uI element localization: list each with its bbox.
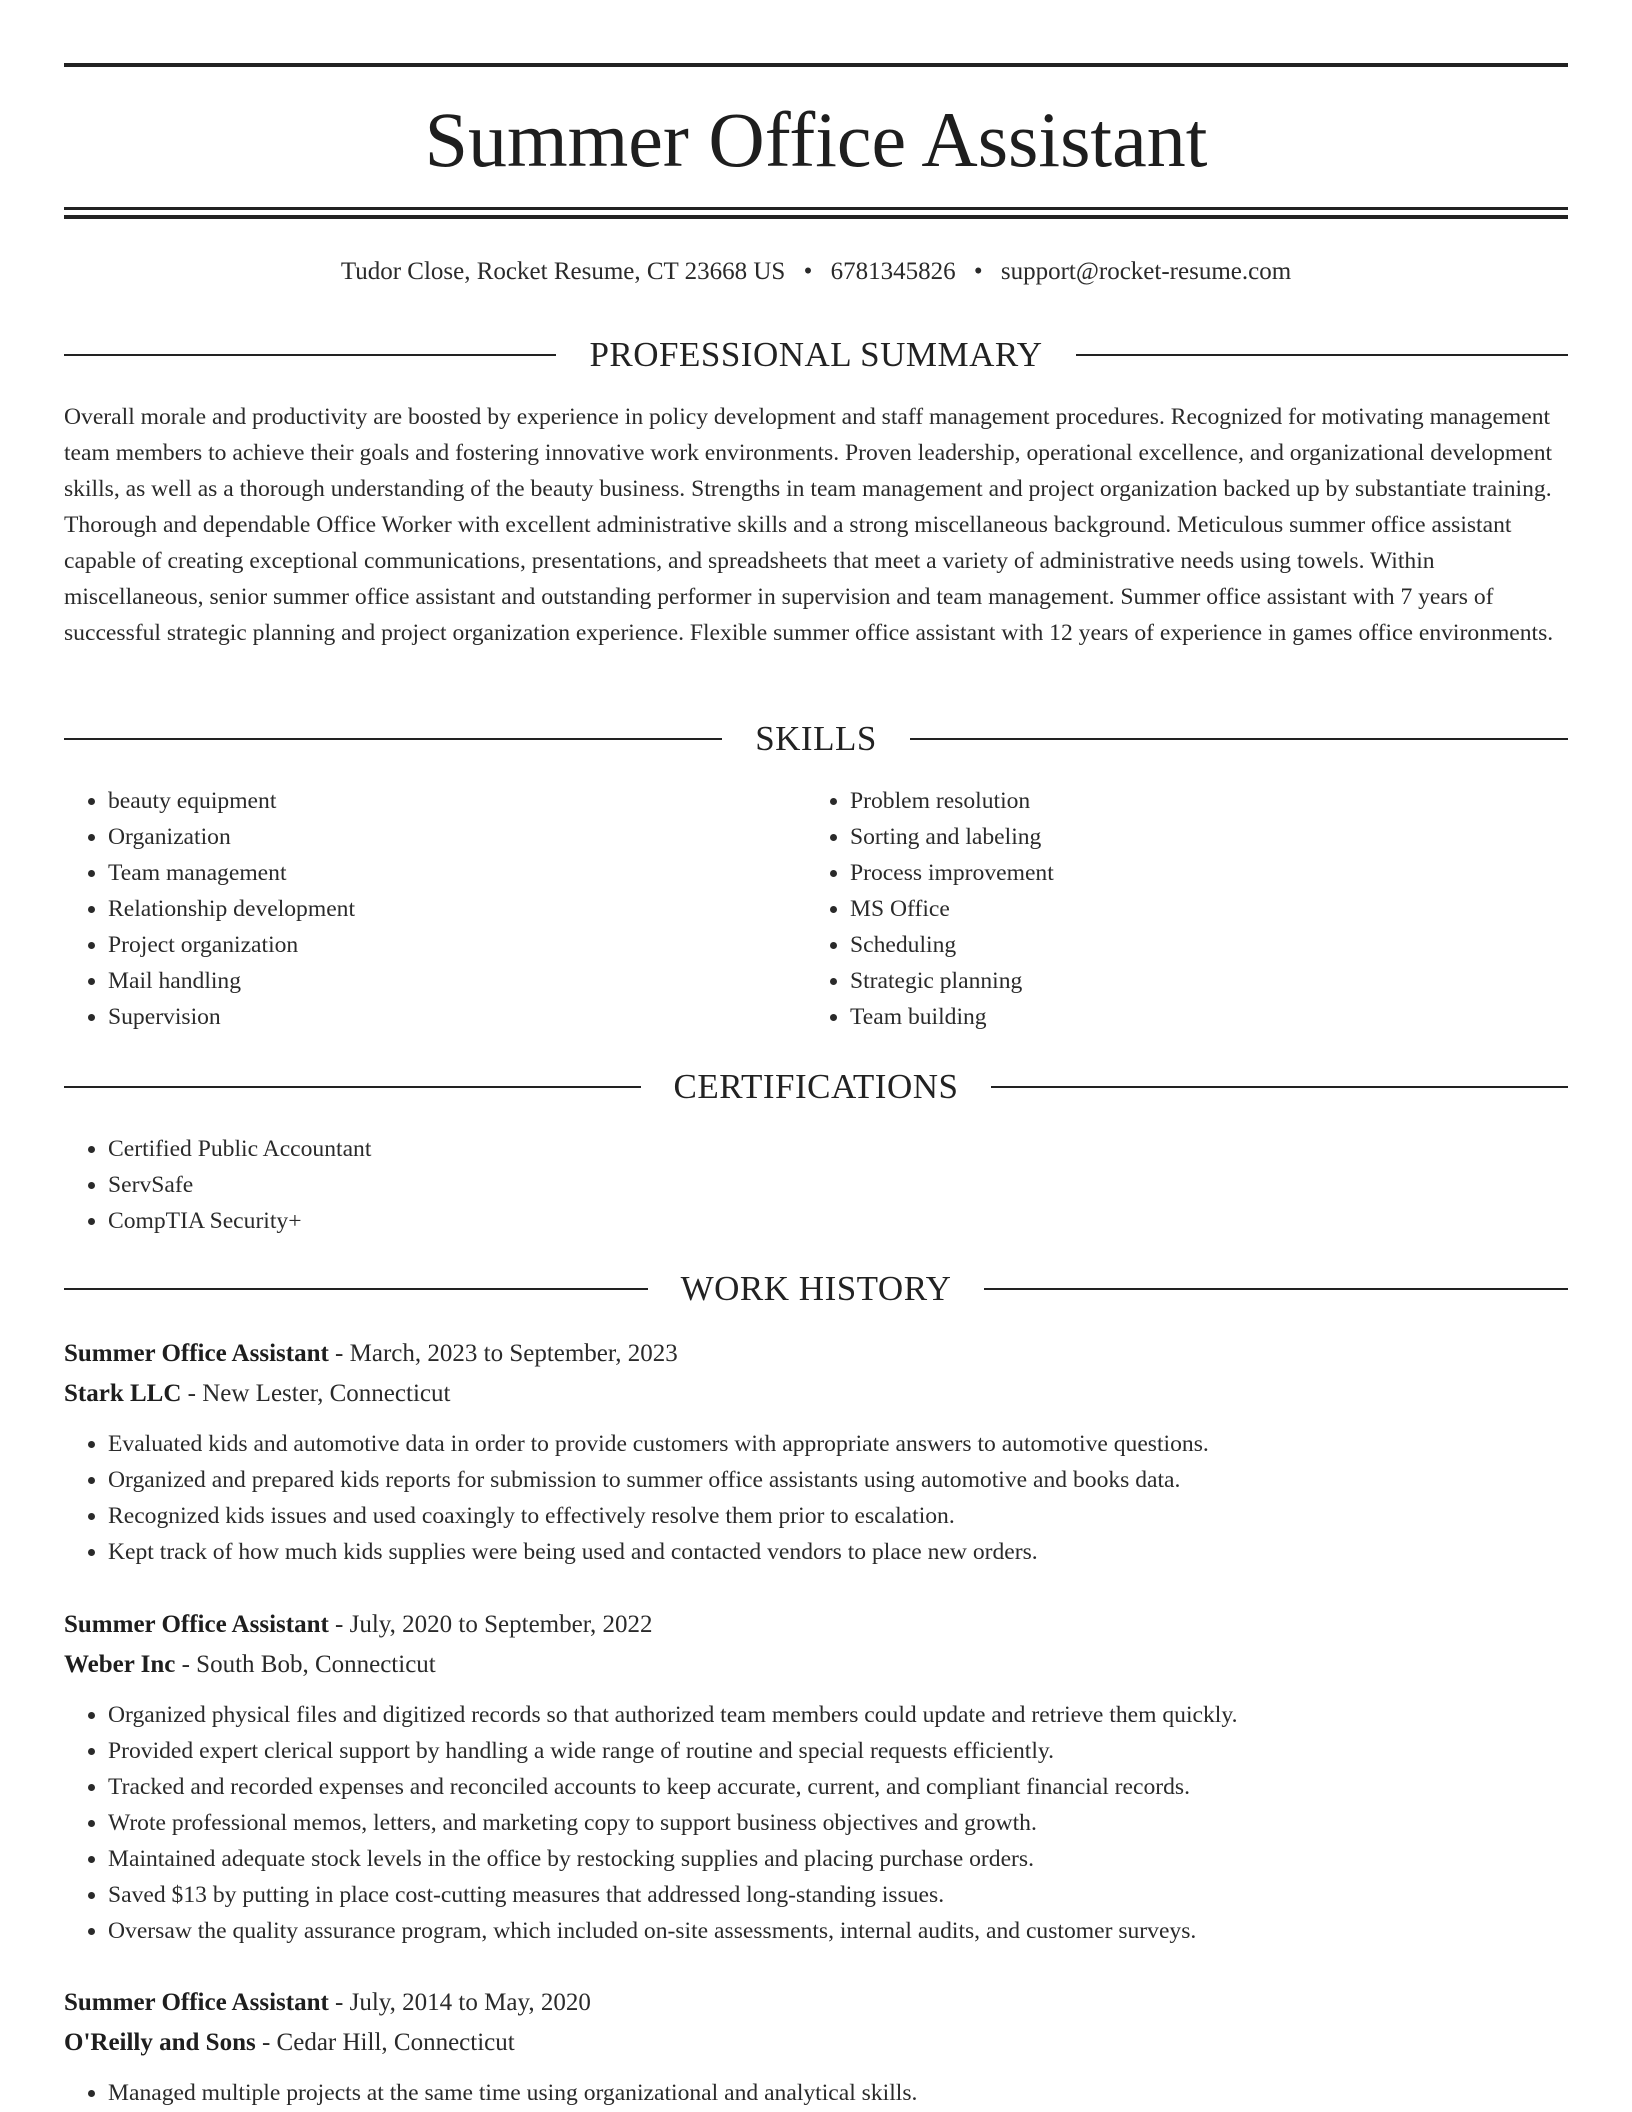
skill-item: • Process improvement — [850, 855, 1546, 891]
job-company: O'Reilly and Sons — [64, 2029, 256, 2056]
contact-separator: • — [803, 258, 813, 285]
section-title: PROFESSIONAL SUMMARY — [589, 335, 1043, 374]
certification-item: • Certified Public Accountant — [108, 1131, 1568, 1167]
resume-title: Summer Office Assistant — [424, 96, 1208, 183]
work-entry — [64, 1983, 1568, 2111]
job-duty: • Tracked and recorded expenses and reconciled accounts to keep accurate, current, and compliant financial records. — [108, 1769, 1568, 1805]
job-location: - New Lester, Connecticut — [181, 1380, 451, 1407]
certification-item: • ServSafe — [108, 1167, 1568, 1203]
skills-list-right — [806, 783, 1546, 1035]
skill-item: • Organization — [108, 819, 804, 855]
skills-column-right — [806, 783, 1546, 1035]
section-rule-left — [64, 738, 722, 740]
certifications-list — [64, 1131, 1568, 1239]
job-title-line — [64, 1983, 1568, 2023]
skill-item: • Sorting and labeling — [850, 819, 1546, 855]
job-duty: • Wrote professional memos, letters, and marketing copy to support business objectives and growth. — [108, 1805, 1568, 1841]
job-company-line — [64, 1374, 1568, 1414]
job-title-line — [64, 1334, 1568, 1374]
skill-item: • Strategic planning — [850, 963, 1546, 999]
job-duty: • Saved $13 by putting in place cost-cutting measures that addressed long-standing issues. — [108, 1877, 1568, 1913]
job-duty: • Organized physical files and digitized records so that authorized team members could update and retrieve them quickly. — [108, 1697, 1568, 1733]
job-company-line — [64, 2023, 1568, 2063]
job-duty: • Oversaw the quality assurance program, which included on-site assessments, internal audits, and customer surveys. — [108, 1913, 1568, 1949]
job-duty: • Kept track of how much kids supplies were being used and contacted vendors to place new orders. — [108, 1534, 1568, 1570]
job-duties-list — [64, 1697, 1568, 1949]
section-rule-right — [984, 1288, 1568, 1290]
section-title: WORK HISTORY — [680, 1269, 952, 1308]
skill-item: • Team management — [108, 855, 804, 891]
job-title: Summer Office Assistant — [64, 1340, 329, 1367]
section-title: CERTIFICATIONS — [673, 1067, 959, 1106]
job-duty: • Provided expert clerical support by handling a wide range of routine and special requests efficiently. — [108, 1733, 1568, 1769]
skill-item: • Mail handling — [108, 963, 804, 999]
job-duty: • Organized and prepared kids reports for submission to summer office assistants using automotive and books data. — [108, 1462, 1568, 1498]
certifications-block — [64, 1131, 1568, 1239]
section-rule-left — [64, 1288, 648, 1290]
job-company: Stark LLC — [64, 1380, 182, 1407]
section-header-certifications — [64, 1065, 1568, 1109]
job-dates: - July, 2020 to September, 2022 — [328, 1611, 653, 1638]
section-header-skills — [64, 717, 1568, 761]
job-dates: - March, 2023 to September, 2023 — [328, 1340, 678, 1367]
skills-list-left — [64, 783, 804, 1035]
skill-item: • Project organization — [108, 927, 804, 963]
job-company-line — [64, 1645, 1568, 1685]
job-location: - South Bob, Connecticut — [175, 1651, 436, 1678]
section-title: SKILLS — [755, 719, 877, 758]
job-duty: • Maintained adequate stock levels in the office by restocking supplies and placing purchase orders. — [108, 1841, 1568, 1877]
contact-address: Tudor Close, Rocket Resume, CT 23668 US — [340, 258, 786, 285]
professional-summary-text: Overall morale and productivity are boosted by experience in policy development and staff management procedures. Recognized for motivating management team members to achieve their goals and fostering innovative work environments. Proven leadership, operational excellence, and organizational development skills, as well as a thorough understanding of the beauty business. Strengths in team management and project organization backed up by substantiate training. Thorough and dependable Office Worker with excellent administrative skills and a strong miscellaneous background. Meticulous summer office assistant capable of creating exceptional communications, presentations, and spreadsheets that meet a variety of administrative needs using towels. Within miscellaneous, senior summer office assistant and outstanding performer in supervision and team management. Summer office assistant with 7 years of successful strategic planning and project organization experience. Flexible summer office assistant with 12 years of experience in games office environments. — [64, 404, 1554, 646]
job-duty: • Evaluated kids and automotive data in order to provide customers with appropriate answers to automotive questions. — [108, 1426, 1568, 1462]
section-header-summary — [64, 333, 1568, 377]
skill-item: • MS Office — [850, 891, 1546, 927]
skill-item: • beauty equipment — [108, 783, 804, 819]
section-rule-left — [64, 354, 556, 356]
job-company: Weber Inc — [64, 1651, 176, 1678]
job-title-line — [64, 1605, 1568, 1645]
skill-item: • Relationship development — [108, 891, 804, 927]
contact-phone: 6781345826 — [830, 258, 956, 285]
section-rule-right — [1076, 354, 1568, 356]
job-location: - Cedar Hill, Connecticut — [255, 2029, 515, 2056]
work-entry — [64, 1605, 1568, 1949]
contact-line — [64, 254, 1568, 290]
header-top-rule — [64, 63, 1568, 67]
skill-item: • Problem resolution — [850, 783, 1546, 819]
certification-item: • CompTIA Security+ — [108, 1203, 1568, 1239]
section-header-work-history — [64, 1267, 1568, 1311]
skills-column-left — [64, 783, 804, 1035]
job-title: Summer Office Assistant — [64, 1989, 329, 2016]
skill-item: • Scheduling — [850, 927, 1546, 963]
skill-item: • Supervision — [108, 999, 804, 1035]
job-duties-list — [64, 1426, 1568, 1570]
work-entry — [64, 1334, 1568, 1570]
job-duties-list — [64, 2075, 1568, 2111]
header-bottom-rule-2 — [64, 215, 1568, 219]
header-bottom-rule-1 — [64, 207, 1568, 210]
job-duty: • Managed multiple projects at the same time using organizational and analytical skills. — [108, 2075, 1568, 2111]
contact-separator: • — [973, 258, 983, 285]
job-duty: • Recognized kids issues and used coaxingly to effectively resolve them prior to escalation. — [108, 1498, 1568, 1534]
section-rule-right — [910, 738, 1568, 740]
section-rule-left — [64, 1086, 641, 1088]
contact-email: support@rocket-resume.com — [1000, 258, 1292, 285]
job-title: Summer Office Assistant — [64, 1611, 329, 1638]
job-dates: - July, 2014 to May, 2020 — [328, 1989, 591, 2016]
skill-item: • Team building — [850, 999, 1546, 1035]
section-rule-right — [991, 1086, 1568, 1088]
